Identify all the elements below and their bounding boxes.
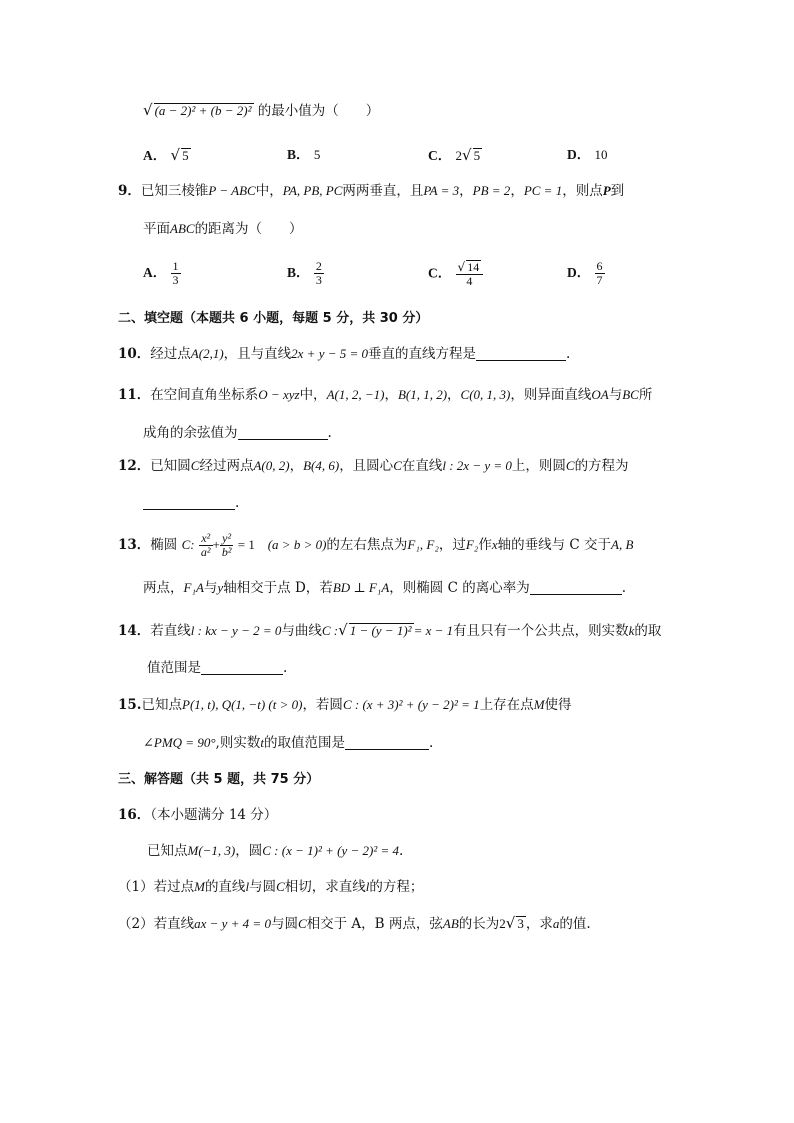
q15-line-2: ∠PMQ = 90°,则实数t的取值范围是 .	[143, 735, 434, 751]
q8-option-d[interactable]: D． 10	[567, 147, 608, 162]
sqrt-symbol: √	[143, 101, 153, 119]
sqrt-symbol: √	[338, 621, 348, 639]
q16-given-line: 已知点M(−1, 3)，圆C : (x − 1)² + (y − 2)² = 4.	[147, 843, 404, 859]
q16-part-1: （1）若过点M的直线l与圆C相切，求直线l的方程；	[118, 879, 424, 895]
answer-blank[interactable]	[530, 580, 622, 595]
section-2-heading: 二、填空题（本题共 6 小题，每题 5 分，共 30 分）	[118, 311, 429, 326]
fraction: $\frac{6}{7}$	[596, 259, 603, 287]
q14-line-2: 值范围是 .	[147, 660, 288, 676]
q9-option-b[interactable]: B． $\frac{2}{3}$	[287, 259, 322, 287]
section-3-heading: 三、解答题（共 5 题，共 75 分）	[118, 772, 320, 787]
answer-blank[interactable]	[238, 425, 328, 440]
sqrt-symbol: √	[457, 260, 466, 274]
q12-line-1: 12．已知圆C经过两点A(0, 2)，B(4, 6)，且圆心C在直线l : 2x − y = 0上，则圆C的方程为	[118, 458, 629, 474]
q11-line-1: 11．在空间直角坐标系O − xyz中，A(1, 2, −1)，B(1, 1, 2)，C(0, 1, 3)，则异面直线OA与BC所	[118, 387, 653, 403]
answer-blank[interactable]	[201, 660, 283, 675]
answer-blank[interactable]	[476, 346, 566, 361]
q8-option-b[interactable]: B． 5	[287, 147, 321, 162]
sqrt-symbol: √	[170, 146, 181, 164]
q9-option-d[interactable]: D． $\frac{6}{7}$	[567, 259, 603, 287]
fraction: $\frac{√ 14}{4}$	[456, 260, 484, 288]
q13-line-2: 两点，F₁A与y轴相交于点 D，若BD ⊥ F₁A，则椭圆 C 的离心率为 .	[143, 580, 626, 596]
q16-part-2: （2）若直线ax − y + 4 = 0与圆C相交于 A，B 两点，弦AB的长为2√ 3 ，求a的值.	[118, 914, 591, 932]
q8-expression: (a − 2)² + (b − 2)²	[154, 103, 252, 118]
q11-line-2: 成角的余弦值为 .	[143, 425, 332, 441]
q8-tail-line	[143, 101, 379, 120]
q9-option-c[interactable]: C． $\frac{√ 14}{4}$	[428, 260, 483, 288]
sqrt-symbol: √	[505, 914, 516, 932]
q9-line-1: 9．已知三棱锥P − ABC中，PA, PB, PC两两垂直，且PA = 3，PB = 2，PC = 1，则点P到	[118, 183, 625, 199]
q10-line: 10．经过点A(2,1)，且与直线2x + y − 5 = 0垂直的直线方程是 .	[118, 346, 571, 362]
q15-line-1: 15.已知点P(1, t), Q(1, −t) (t > 0)，若圆C : (x + 3)² + (y − 2)² = 1上存在点M使得	[118, 697, 572, 713]
fraction: $\frac{\text{x²}}{\text{a²}}$	[200, 531, 211, 559]
q9-option-a[interactable]: A． $\frac{1}{3}$	[143, 259, 179, 287]
fraction: $\frac{1}{3}$	[172, 259, 179, 287]
q14-line-1: 14．若直线l : kx − y − 2 = 0与曲线C :√ 1 − (y − 1)² = x − 1有且只有一个公共点，则实数k的取	[118, 621, 662, 639]
q9-line-2: 平面ABC的距离为（ ）	[143, 221, 303, 237]
q8-text: 的最小值为（ ）	[257, 103, 380, 119]
fraction: $\frac{\text{y²}}{\text{b²}}$	[221, 531, 232, 559]
fraction: $\frac{2}{3}$	[315, 259, 322, 287]
q13-line-1: 13．椭圆 C: $\frac{\text{x²}}{\text{a²}}$ + $\frac{\text{y²}}{\text{b²}}$ = 1 (a > b > 0)的左右焦点为F₁, F₂，过F₂作x轴的垂线与 C 交于A, B	[118, 531, 634, 559]
q8-option-a[interactable]: A． √ 5	[143, 146, 189, 164]
q12-line-2: .	[143, 494, 239, 512]
q8-option-c[interactable]: C． 2√ 5	[428, 146, 481, 164]
answer-blank[interactable]	[143, 495, 235, 510]
sqrt-symbol: √	[462, 146, 472, 164]
answer-blank[interactable]	[345, 735, 429, 750]
q16-title-line: 16．（本小题满分 14 分）	[118, 807, 278, 823]
